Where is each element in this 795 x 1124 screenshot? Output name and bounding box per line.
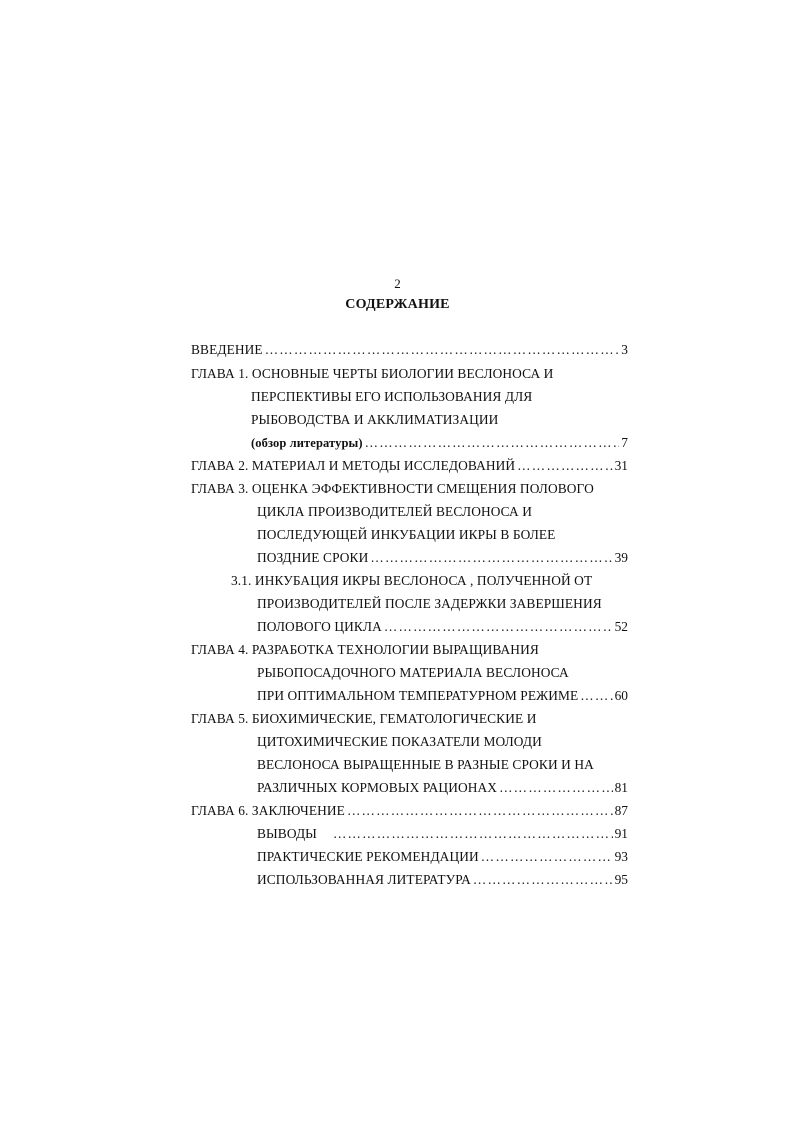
- toc-entry-label: ПРАКТИЧЕСКИЕ РЕКОМЕНДАЦИИ: [257, 849, 479, 864]
- toc-entry-ch1[interactable]: [251, 435, 628, 451]
- toc-entry-ch5[interactable]: [257, 780, 628, 796]
- leader-dots: [481, 849, 613, 865]
- toc-ch4-line2: РЫБОПОСАДОЧНОГО МАТЕРИАЛА ВЕСЛОНОСА: [257, 665, 569, 680]
- toc-entry-ch4[interactable]: [257, 688, 628, 704]
- toc-entry-intro[interactable]: [191, 342, 628, 358]
- toc-entry-label: ПОЛОВОГО ЦИКЛА: [257, 619, 382, 634]
- toc-ch3-line2: ЦИКЛА ПРОИЗВОДИТЕЛЕЙ ВЕСЛОНОСА И: [257, 504, 533, 519]
- toc-entry-label: ГЛАВА 2. МАТЕРИАЛ И МЕТОДЫ ИССЛЕДОВАНИЙ: [191, 458, 516, 473]
- toc-entry-label: ГЛАВА 6. ЗАКЛЮЧЕНИЕ: [191, 803, 345, 818]
- toc-entry-literature[interactable]: [257, 872, 628, 888]
- leader-dots: [384, 619, 613, 635]
- toc-ch3-1-line2: ПРОИЗВОДИТЕЛЕЙ ПОСЛЕ ЗАДЕРЖКИ ЗАВЕРШЕНИЯ: [257, 596, 602, 611]
- toc-ch5-line2: ЦИТОХИМИЧЕСКИЕ ПОКАЗАТЕЛИ МОЛОДИ: [257, 734, 542, 749]
- toc-entry-label: ИСПОЛЬЗОВАННАЯ ЛИТЕРАТУРА: [257, 872, 471, 887]
- toc-entry-page: 91: [614, 826, 628, 841]
- toc-entry-page: 7: [621, 435, 628, 450]
- toc-ch4-line1[interactable]: ГЛАВА 4. РАЗРАБОТКА ТЕХНОЛОГИИ ВЫРАЩИВАНИЯ: [191, 642, 539, 657]
- page-number: 2: [394, 276, 401, 291]
- toc-ch3-1-line1[interactable]: 3.1. ИНКУБАЦИЯ ИКРЫ ВЕСЛОНОСА , ПОЛУЧЕННОЙ ОТ: [231, 573, 593, 588]
- toc-entry-label: ПОЗДНИЕ СРОКИ: [257, 550, 369, 565]
- toc-ch1-line3: РЫБОВОДСТВА И АККЛИМАТИЗАЦИИ: [251, 412, 499, 427]
- toc-entry-page: 81: [614, 780, 628, 795]
- toc-entry-recommendations[interactable]: [257, 849, 628, 865]
- toc-entry-ch3[interactable]: [257, 550, 628, 566]
- toc-entry-page: 39: [614, 550, 628, 565]
- toc-entry-ch2[interactable]: [191, 458, 628, 474]
- toc-entry-page: 93: [614, 849, 628, 864]
- toc-entry-page: 95: [614, 872, 628, 887]
- toc-title: СОДЕРЖАНИЕ: [345, 297, 450, 312]
- toc-entry-label: ПРИ ОПТИМАЛЬНОМ ТЕМПЕРАТУРНОМ РЕЖИМЕ: [257, 688, 579, 703]
- toc-entry-label: РАЗЛИЧНЫХ КОРМОВЫХ РАЦИОНАХ: [257, 780, 498, 795]
- leader-dots: [580, 688, 612, 704]
- toc-entry-conclusions[interactable]: [257, 826, 628, 842]
- toc-ch1-line2: ПЕРСПЕКТИВЫ ЕГО ИСПОЛЬЗОВАНИЯ ДЛЯ: [251, 389, 533, 404]
- leader-dots: [517, 458, 612, 474]
- toc-entry-page: 87: [614, 803, 628, 818]
- toc-ch5-line1[interactable]: ГЛАВА 5. БИОХИМИЧЕСКИЕ, ГЕМАТОЛОГИЧЕСКИЕ И: [191, 711, 537, 726]
- leader-dots: [365, 435, 620, 451]
- leader-dots: [265, 342, 620, 358]
- toc-ch5-line3: ВЕСЛОНОСА ВЫРАЩЕННЫЕ В РАЗНЫЕ СРОКИ И НА: [257, 757, 594, 772]
- toc-entry-label: (обзор литературы): [251, 436, 363, 450]
- toc-entry-page: 3: [621, 342, 628, 357]
- toc-ch3-line1[interactable]: ГЛАВА 3. ОЦЕНКА ЭФФЕКТИВНОСТИ СМЕЩЕНИЯ ПОЛОВОГО: [191, 481, 594, 496]
- toc-entry-page: 60: [614, 688, 628, 703]
- toc-entry-label: ВВЕДЕНИЕ: [191, 342, 263, 357]
- toc-ch1-line1[interactable]: ГЛАВА 1. ОСНОВНЫЕ ЧЕРТЫ БИОЛОГИИ ВЕСЛОНОСА И: [191, 366, 554, 381]
- toc-entry-ch6[interactable]: [191, 803, 628, 819]
- leader-dots: [347, 803, 613, 819]
- leader-dots: [333, 826, 613, 842]
- toc-entry-page: 31: [614, 458, 628, 473]
- toc-entry-label: ВЫВОДЫ: [257, 826, 317, 841]
- toc-entry-ch3-1[interactable]: [257, 619, 628, 635]
- leader-dots: [499, 780, 613, 796]
- leader-dots: [370, 550, 612, 566]
- toc-ch3-line3: ПОСЛЕДУЮЩЕЙ ИНКУБАЦИИ ИКРЫ В БОЛЕЕ: [257, 527, 556, 542]
- leader-dots: [473, 872, 613, 888]
- toc-entry-page: 52: [614, 619, 628, 634]
